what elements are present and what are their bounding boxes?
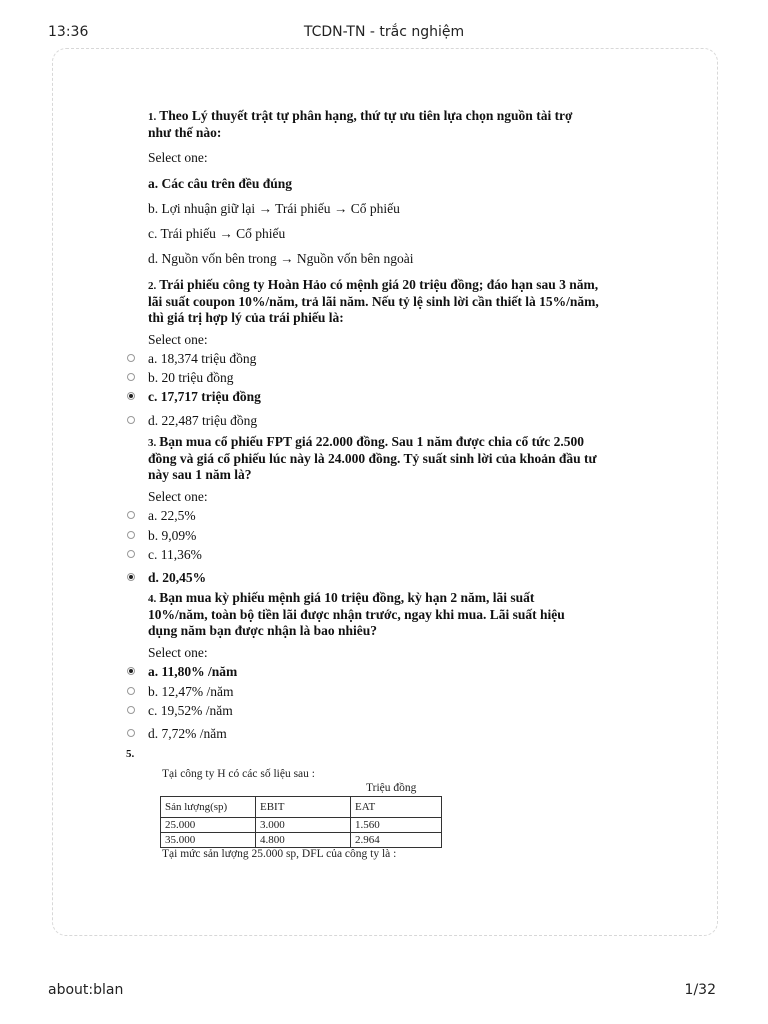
question-text: Trái phiếu công ty Hoàn Hảo có mệnh giá 20 triệu đồng; đáo hạn sau 3 năm,	[159, 277, 599, 292]
option-1d[interactable]: d. Nguồn vốn bên trong → Nguồn vốn bên ngoài	[148, 251, 414, 266]
radio-button[interactable]	[127, 550, 135, 558]
question-text: đồng và giá cổ phiếu lúc này là 24.000 đồng. Tỷ suất sinh lời của khoản đầu tư	[148, 451, 597, 466]
option-1a[interactable]: a. Các câu trên đều đúng	[148, 176, 293, 191]
table-header-cell: Sản lượng(sp)	[161, 797, 256, 818]
question-text: Theo Lý thuyết trật tự phân hạng, thứ tự ưu tiên lựa chọn nguồn tài trợ	[159, 108, 573, 123]
question-number: 1.	[148, 111, 157, 123]
table-cell: 25.000	[161, 818, 256, 833]
question-2	[148, 277, 648, 326]
question-text: như thế nào:	[148, 125, 222, 140]
radio-button[interactable]	[127, 354, 135, 362]
q5-table-unit: Triệu đồng	[366, 782, 417, 794]
question-number: 4.	[148, 593, 157, 605]
question-text: lãi suất coupon 10%/năm, trả lãi năm. Nếu tỷ lệ sinh lời cần thiết là 15%/năm,	[148, 294, 599, 309]
option-1b[interactable]: b. Lợi nhuận giữ lại → Trái phiếu → Cổ phiếu	[148, 201, 400, 216]
question-number: 3.	[148, 437, 157, 449]
footer-page-number: 1/32	[684, 982, 716, 998]
option-2a[interactable]: a. 18,374 triệu đồng	[148, 351, 256, 367]
q5-question-text: Tại mức sản lượng 25.000 sp, DFL của công ty là :	[162, 848, 397, 860]
option-1c[interactable]: c. Trái phiếu → Cổ phiếu	[148, 226, 286, 241]
question-4	[148, 590, 648, 639]
footer-url: about:blan	[48, 982, 124, 998]
radio-button-selected[interactable]	[127, 392, 135, 400]
radio-button[interactable]	[127, 416, 135, 424]
radio-button[interactable]	[127, 706, 135, 714]
question-text: Bạn mua cổ phiếu FPT giá 22.000 đồng. Sau 1 năm được chia cổ tức 2.500	[159, 434, 584, 449]
q5-table-intro: Tại công ty H có các số liệu sau :	[162, 768, 315, 780]
table-header-cell: EAT	[351, 797, 442, 818]
table-header-cell: EBIT	[256, 797, 351, 818]
option-3d[interactable]: d. 20,45%	[148, 570, 206, 586]
table-row	[161, 818, 442, 833]
question-5-number: 5.	[126, 748, 135, 760]
question-text: Bạn mua kỳ phiếu mệnh giá 10 triệu đồng, kỳ hạn 2 năm, lãi suất	[159, 590, 535, 605]
table-cell: 35.000	[161, 833, 256, 848]
select-one-label: Select one:	[148, 489, 208, 504]
option-2b[interactable]: b. 20 triệu đồng	[148, 370, 234, 386]
radio-button[interactable]	[127, 373, 135, 381]
question-number: 2.	[148, 280, 157, 292]
radio-button[interactable]	[127, 511, 135, 519]
header-time: 13:36	[48, 24, 89, 40]
option-2c[interactable]: c. 17,717 triệu đồng	[148, 389, 261, 405]
option-3a[interactable]: a. 22,5%	[148, 508, 196, 524]
question-text: này sau 1 năm là?	[148, 467, 252, 482]
radio-button[interactable]	[127, 687, 135, 695]
question-3	[148, 434, 648, 483]
table-cell: 3.000	[256, 818, 351, 833]
radio-button[interactable]	[127, 531, 135, 539]
select-one-label: Select one:	[148, 150, 208, 165]
question-text: 10%/năm, toàn bộ tiền lãi được nhận trước, ngay khi mua. Lãi suất hiệu	[148, 607, 565, 622]
table-header-row	[161, 797, 442, 818]
question-1	[148, 108, 648, 141]
table-row	[161, 833, 442, 848]
radio-button[interactable]	[127, 729, 135, 737]
option-3b[interactable]: b. 9,09%	[148, 528, 196, 544]
table-cell: 4.800	[256, 833, 351, 848]
header-title: TCDN-TN - trắc nghiệm	[303, 24, 465, 40]
select-one-label: Select one:	[148, 332, 208, 347]
option-2d[interactable]: d. 22,487 triệu đồng	[148, 413, 257, 429]
option-3c[interactable]: c. 11,36%	[148, 547, 202, 563]
select-one-label: Select one:	[148, 645, 208, 660]
radio-button-selected[interactable]	[127, 667, 135, 675]
option-4c[interactable]: c. 19,52% /năm	[148, 703, 233, 719]
question-text: thì giá trị hợp lý của trái phiếu là:	[148, 310, 344, 325]
option-4a[interactable]: a. 11,80% /năm	[148, 664, 237, 680]
q5-data-table	[160, 796, 442, 848]
option-4d[interactable]: d. 7,72% /năm	[148, 726, 227, 742]
radio-button-selected[interactable]	[127, 573, 135, 581]
table-cell: 2.964	[351, 833, 442, 848]
table-cell: 1.560	[351, 818, 442, 833]
option-4b[interactable]: b. 12,47% /năm	[148, 684, 234, 700]
question-text: dụng năm bạn được nhận là bao nhiêu?	[148, 623, 378, 638]
